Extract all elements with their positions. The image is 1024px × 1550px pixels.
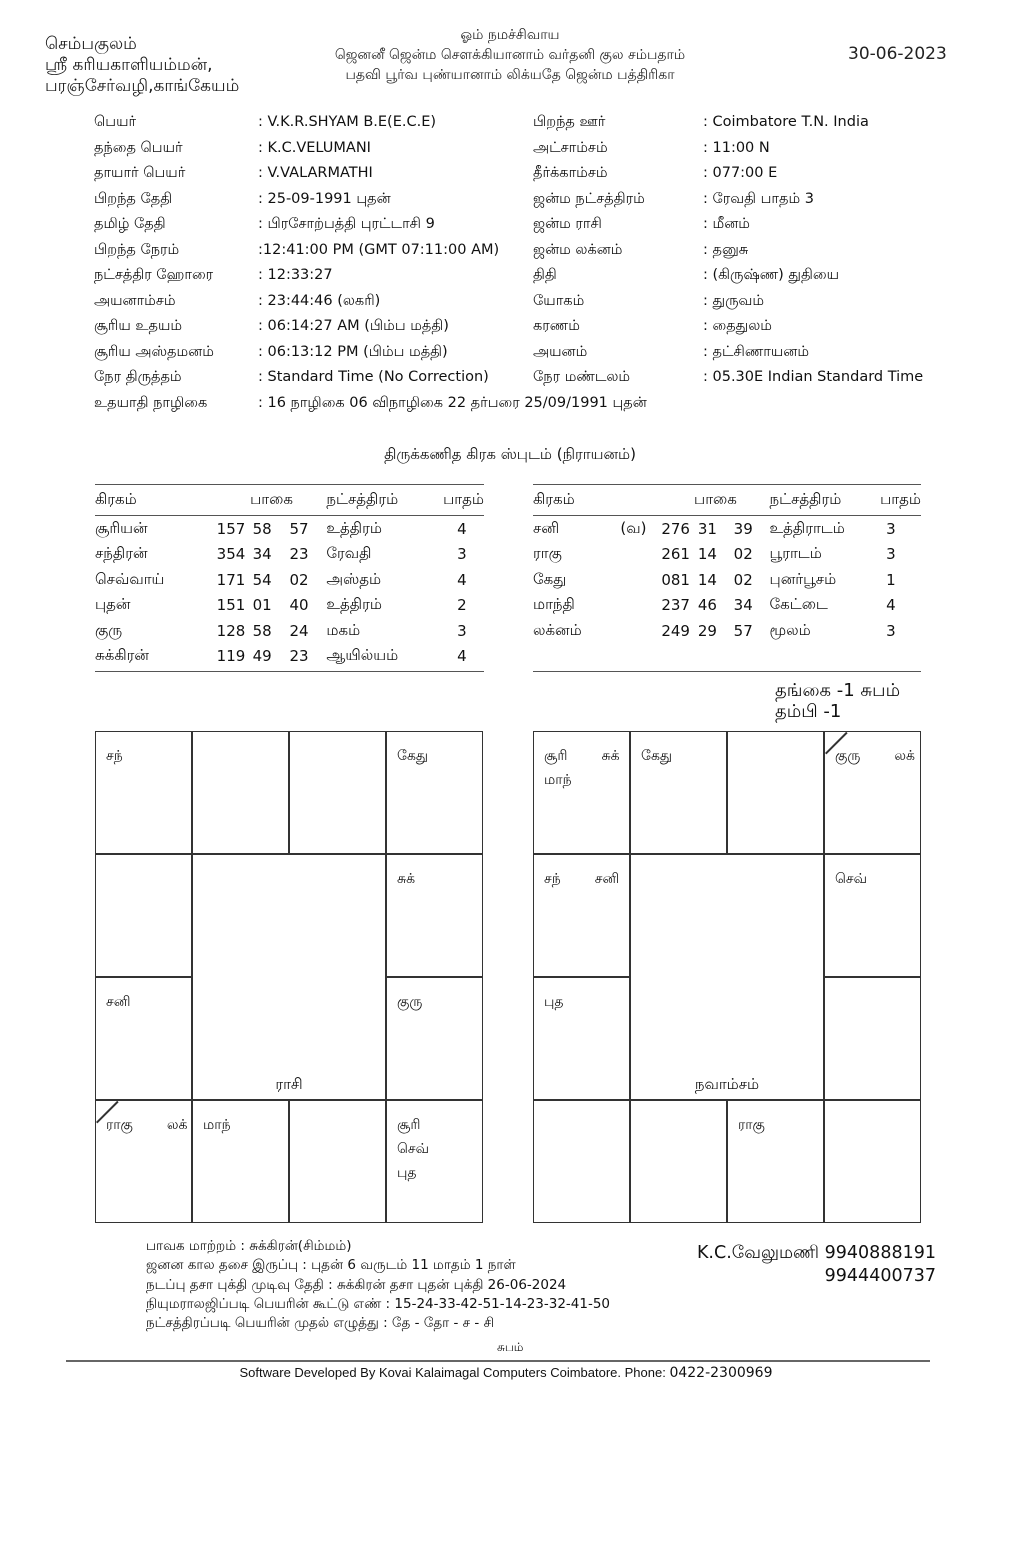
info-value: : ரேவதி பாதம் 3 [703,190,814,207]
graha-row [533,516,921,542]
header-planet: கிரகம் [95,490,137,508]
family-line-2: ஸ்ரீ கரியகாளியம்மன், [45,55,213,75]
info-value: : 12:33:27 [258,267,333,283]
family-header [45,34,239,97]
graha-star: உத்திராடம் [769,518,845,537]
dasa-balance: ஜனன கால தசை இருப்பு : புதன் 6 வருடம் 11 மாதம் 1 நாள் [146,1257,516,1274]
house-makaram [95,977,192,1100]
info-value: : V.K.R.SHYAM B.E(E.C.E) [258,114,437,130]
house-kumbam [95,854,192,977]
planet-abbrev: லக் [166,1117,188,1133]
house-meenam [533,731,630,854]
info-label: பிறந்த நேரம் [94,241,180,258]
info-label: உதயாதி நாழிகை [94,394,208,411]
planet-abbrev: குரு [835,748,861,764]
info-row [533,136,973,162]
house-planets [544,867,629,891]
graha-table-title: திருக்கணித கிரக ஸ்புடம் (நிராயனம்) [384,445,636,463]
graha-sec: 57 [289,519,309,538]
graha-star: மகம் [326,620,361,639]
graha-sec: 23 [289,647,309,666]
graha-planet: மாந்தி [533,595,575,614]
graha-min: 14 [697,545,717,564]
graha-sec: 34 [733,596,753,615]
info-row [533,110,973,136]
graha-sec: 02 [733,570,753,589]
house-planets [397,990,482,1014]
graha-row [95,593,484,619]
info-label: நேர திருத்தம் [94,369,182,385]
graha-star: உத்திரம் [326,518,382,537]
graha-table-right [533,484,921,644]
planet-abbrev: செவ் [835,871,868,887]
planet-abbrev: செவ் [397,1141,430,1157]
planet-abbrev: புத [544,994,564,1010]
graha-pada: 3 [886,621,896,640]
graha-row [95,567,484,593]
graha-row [533,618,921,644]
info-value: : தட்சிணாயனம் [703,343,810,360]
info-label: ஜன்ம நட்சத்திரம் [533,190,645,207]
info-row [94,110,524,136]
graha-flag [620,542,661,568]
contact-phone-2: 9944400737 [824,1266,936,1286]
info-label: பிறந்த ஊர் [533,114,606,130]
info-label: பிறந்த தேதி [94,190,173,207]
info-label: அட்சாம்சம் [533,139,608,156]
house-rishabam [289,731,386,854]
info-value: : 06:14:27 AM (பிம்ப மத்தி) [258,318,449,334]
header-degree: பாகை [694,490,737,508]
software-credit [66,1365,946,1381]
contact-name-phone: K.C.வேலுமணி 9940888191 [696,1243,936,1263]
planet-abbrev: சந் [544,871,561,887]
table-left-bottom-rule [95,671,484,672]
closing-word: சுபம் [497,1340,524,1354]
info-row [533,238,973,264]
info-row [94,212,524,238]
header-star: நட்சத்திரம் [326,490,399,508]
graha-sec: 39 [733,519,753,538]
graha-planet: ராகு [533,544,562,563]
house-rishabam [727,731,824,854]
info-row [94,314,524,340]
info-value: : 23:44:46 (லகரி) [258,292,381,309]
graha-min: 14 [697,570,717,589]
house-viruchigam [192,1100,289,1223]
graha-min: 01 [252,596,272,615]
info-value: : Standard Time (No Correction) [258,369,489,385]
planet-abbrev: மாந் [203,1117,231,1133]
graha-flag [620,593,661,619]
footer-rule [66,1360,930,1362]
graha-planet: கேது [533,569,567,588]
house-planets [397,867,482,891]
footer-info [146,1237,610,1333]
house-kanni [824,1100,921,1223]
graha-deg: 119 [216,647,246,666]
header-pada: பாதம் [880,490,921,508]
graha-pada: 2 [457,596,467,615]
house-planets [397,744,482,768]
graha-deg: 261 [661,545,690,564]
graha-star: பூராடம் [769,544,822,563]
info-value: : 25-09-1991 புதன் [258,190,391,207]
house-simmam [824,977,921,1100]
graha-row [533,593,921,619]
info-label: தாயார் பெயர் [94,165,186,181]
chart-center [192,854,386,1100]
info-row [94,391,647,417]
house-mithunam [386,731,483,854]
info-value: : மீனம் [703,216,750,232]
house-planets [544,990,629,1014]
graha-sec: 57 [733,621,753,640]
info-value: : துருவம் [703,292,765,309]
graha-deg: 249 [661,621,690,640]
graha-planet: செவ்வாய் [95,569,165,588]
house-kanni [386,1100,483,1223]
info-row [94,161,524,187]
graha-min: 49 [252,647,272,666]
graha-pada: 3 [886,545,896,564]
house-makaram [533,977,630,1100]
house-mesham [192,731,289,854]
planet-abbrev: சனி [594,871,620,887]
info-row [533,289,973,315]
header-pada: பாதம் [443,490,484,508]
contact-block [600,1242,936,1288]
info-label: ஜன்ம லக்னம் [533,241,623,258]
info-label: யோகம் [533,292,585,309]
graha-planet: குரு [95,620,123,639]
software-credit-phone: 0422-2300969 [669,1365,773,1381]
graha-pada: 4 [457,647,467,666]
info-label: தீர்க்காம்சம் [533,165,608,181]
graha-star: கேட்டை [769,595,828,614]
graha-planet: சூரியன் [95,518,148,537]
graha-min: 54 [252,570,272,589]
navamsa-chart [533,731,921,1223]
house-meenam [95,731,192,854]
info-value: : தனுசு [703,241,749,258]
info-label: அயனம் [533,343,588,360]
graha-deg: 276 [661,519,690,538]
chart-title: நவாம்சம் [694,1075,760,1093]
info-label: தமிழ் தேதி [94,216,166,232]
bhava-change: பாவக மாற்றம் : சுக்கிரன்(சிம்மம்) [146,1238,352,1254]
print-date: 30-06-2023 [848,44,947,64]
chart-center [630,854,824,1100]
info-row [533,212,973,238]
planet-abbrev: சந் [106,748,123,764]
graha-sec: 02 [733,545,753,564]
house-thulam [727,1100,824,1223]
graha-deg: 081 [661,570,690,589]
house-planets [203,1113,288,1137]
birth-details-right [533,110,973,391]
graha-table-header [533,485,921,516]
info-row [94,238,524,264]
graha-planet: சுக்கிரன் [95,646,149,665]
info-label: தந்தை பெயர் [94,139,183,156]
info-value: : 05.30E Indian Standard Time [703,369,924,385]
info-label: நேர மண்டலம் [533,369,631,385]
planet-abbrev: மாந் [544,772,572,788]
graha-sec: 23 [289,545,309,564]
graha-planet: சனி [533,518,560,537]
info-label: நட்சத்திர ஹோரை [94,267,214,283]
current-dasa-end: நடப்பு தசா புக்தி முடிவு தேதி : சுக்கிரன் தசா புதன் புக்தி 26-06-2024 [146,1276,567,1293]
info-row [94,187,524,213]
invocation-header [250,25,770,85]
house-mithunam [824,731,921,854]
graha-min: 58 [252,519,272,538]
info-value: : V.VALARMATHI [258,165,373,181]
graha-pada: 4 [457,570,467,589]
graha-flag [620,618,661,644]
house-planets [835,867,920,891]
graha-star: ஆயில்யம் [326,646,399,665]
family-line-3: பரஞ்சேர்வழி,காங்கேயம் [45,76,240,96]
family-line-1: செம்பகுலம் [45,34,137,54]
planet-abbrev: கேது [641,748,673,764]
graha-sec: 40 [289,596,309,615]
header-degree: பாகை [250,490,293,508]
numerology-numbers: நியுமராலஜிப்படி பெயரின் கூட்டு எண் : 15-24-33-42-51-14-23-32-41-50 [146,1295,611,1312]
info-value: : தைதுலம் [703,318,772,334]
house-dhanusu [95,1100,192,1223]
planet-abbrev: சூரி [397,1117,421,1133]
info-label: திதி [533,267,557,283]
graha-pada: 4 [886,596,896,615]
planet-abbrev: சுக் [601,748,620,764]
info-value: : 16 நாழிகை 06 விநாழிகை 22 தர்பரை 25/09/1991 புதன் [258,394,647,411]
info-row [533,314,973,340]
graha-min: 58 [252,621,272,640]
graha-deg: 171 [216,570,246,589]
graha-star: புனர்பூசம் [769,569,837,588]
house-planets [397,1113,482,1185]
graha-deg: 151 [216,596,246,615]
house-thulam [289,1100,386,1223]
siblings-note [775,680,900,722]
house-kumbam [533,854,630,977]
graha-star: மூலம் [769,620,811,639]
chart-title: ராசி [275,1075,303,1093]
invocation: ஓம் நமச்சிவாய [460,27,560,43]
graha-table-left [95,484,484,669]
info-value: : 077:00 E [703,165,778,181]
graha-row [95,516,484,542]
info-label: கரணம் [533,318,580,334]
info-value: : (கிருஷ்ண) துதியை [703,267,840,283]
house-dhanusu [533,1100,630,1223]
planet-abbrev: ராகு [738,1117,765,1133]
graha-pada: 4 [457,519,467,538]
house-planets [106,744,191,768]
rasi-chart [95,731,483,1223]
info-row [533,263,973,289]
info-row [533,365,973,391]
info-value: : Coimbatore T.N. India [703,114,869,130]
info-row [94,340,524,366]
planet-abbrev: ராகு [106,1117,133,1133]
graha-sec: 24 [289,621,309,640]
header-planet: கிரகம் [533,490,575,508]
software-credit-text: Software Developed By Kovai Kalaimagal Computers Coimbatore. Phone: [239,1365,670,1380]
info-row [533,340,973,366]
house-planets [544,744,629,792]
graha-min: 31 [697,519,717,538]
planet-abbrev: சனி [106,994,131,1010]
sibling-sister: தங்கை -1 சுபம் [775,680,901,701]
info-value: : 11:00 N [703,139,770,156]
house-planets [738,1113,823,1137]
graha-row [95,542,484,568]
planet-abbrev: குரு [397,994,423,1010]
graha-star: ரேவதி [326,544,372,563]
graha-row [533,567,921,593]
graha-flag [620,567,661,593]
graha-min: 46 [697,596,717,615]
graha-table-header [95,485,484,516]
sibling-brother: தம்பி -1 [775,701,842,722]
graha-star: உத்திரம் [326,595,382,614]
graha-planet: புதன் [95,595,131,614]
house-viruchigam [630,1100,727,1223]
graha-deg: 128 [216,621,246,640]
graha-deg: 157 [216,519,246,538]
info-value: : 06:13:12 PM (பிம்ப மத்தி) [258,343,448,360]
name-first-letters: நட்சத்திரப்படி பெயரின் முதல் எழுத்து : தே - தோ - ச - சி [146,1315,495,1332]
planet-abbrev: சூரி [544,748,568,764]
house-planets [106,1113,191,1137]
info-label: சூரிய உதயம் [94,318,183,334]
info-row [533,161,973,187]
graha-row [533,542,921,568]
graha-sec: 02 [289,570,309,589]
header-star: நட்சத்திரம் [769,490,842,508]
planet-abbrev: சுக் [397,871,416,887]
planet-abbrev: புத [397,1165,417,1181]
planet-abbrev: லக் [894,748,915,764]
info-label: அயனாம்சம் [94,292,176,309]
graha-pada: 1 [886,570,896,589]
graha-star: அஸ்தம் [326,569,382,588]
blessing-line-2: பதவி பூர்வ புண்யானாம் லிக்யதே ஜென்ம பத்திரிகா [345,67,675,83]
graha-min: 29 [697,621,717,640]
graha-pada: 3 [457,621,467,640]
info-row [94,289,524,315]
graha-deg: 354 [216,545,246,564]
info-label: ஜன்ம ராசி [533,216,602,232]
graha-pada: 3 [457,545,467,564]
graha-row [95,644,484,670]
house-planets [641,744,726,768]
info-value: :12:41:00 PM (GMT 07:11:00 AM) [258,241,500,258]
info-label: பெயர் [94,114,137,130]
house-simmam [386,977,483,1100]
house-planets [106,990,191,1014]
info-row [94,263,524,289]
graha-row [95,618,484,644]
graha-min: 34 [252,545,272,564]
house-mesham [630,731,727,854]
graha-deg: 237 [661,596,690,615]
info-label: சூரிய அஸ்தமனம் [94,343,214,360]
info-row [533,187,973,213]
info-row [94,365,524,391]
graha-flag: (வ) [620,518,647,537]
house-planets [835,744,920,768]
info-value: : K.C.VELUMANI [258,139,371,156]
graha-planet: சந்திரன் [95,544,148,563]
house-kadagam [386,854,483,977]
house-kadagam [824,854,921,977]
blessing-line-1: ஜெனனீ ஜென்ம சௌக்கியானாம் வர்தனி குல சம்பதாம் [334,47,686,63]
graha-planet: லக்னம் [533,620,582,639]
info-row [94,136,524,162]
table-right-bottom-rule [533,671,921,672]
planet-abbrev: கேது [397,748,429,764]
graha-pada: 3 [886,519,896,538]
info-value: : பிரசோற்பத்தி புரட்டாசி 9 [258,216,435,232]
